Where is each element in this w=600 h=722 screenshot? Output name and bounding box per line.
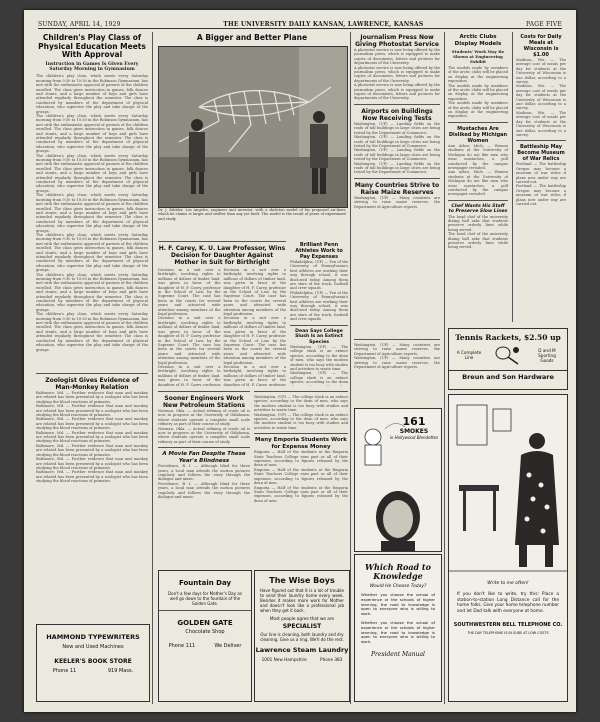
article-body: The children's play class, which meets every Saturday morning from 9:30 to 10:30 in the Robinson Gymnasium, has met with the enthusiastic approval of parents of the children enrolled. The class gives instruction in games, folk dances and stunts, and a large number of boys and girls have attended regularly throughout the semester. The class is conducted by members of the department of physical education, who supervise the play and take charge of the groups. xyxy=(36,74,148,114)
article-body: Decision in a suit over a birthright, involving rights to millions of dollars of timber land, was given in favor of the daughter of H. F. Carey, professor in the School of Law, by the Supreme Court. The case has been in the courts for several years and attracted wide attention among members of the legal profession. xyxy=(158,316,221,365)
ad-address: 919 Mass. xyxy=(107,668,134,674)
plane-photo-illustration xyxy=(159,47,347,207)
article-body: Madison, Wis. — The average cost of meals per day for students at the University of Wisconsin is one dollar, according to a survey. xyxy=(516,58,566,85)
ad-name: Lawrence Steam Laundry xyxy=(255,646,349,654)
article-arctic xyxy=(448,34,508,334)
article-body: Decision in a suit over a birthright, involving rights to millions of dollars of timber land, was given in favor of the daughter of H. F. Carey, professor xyxy=(158,364,221,386)
article-body: Washington, (UP) — Many countries are striving to raise maize reserves, the Department of Agriculture reports. xyxy=(354,356,440,370)
article-body: Baltimore, Md. — Further evidence that man and monkey are related has been presented by a zoologist who has been studying the blood reactions of primates. xyxy=(36,404,148,418)
article-body: Baltimore, Md. — Further evidence that man and monkey are related has been presented by a zoologist who has been studying the blood reactions of primates. xyxy=(36,391,148,404)
headline: Many Countries Strive to Raise Maize Reserves xyxy=(354,181,440,196)
article-body: Ann Arbor, Mich. — Women students at the University of Michigan do not like men who wear mustaches, a poll conducted by the campus newspaper revealed. xyxy=(448,143,508,170)
article-body: Baltimore, Md. — Further evidence that man and monkey are related has been presented by a zoologist who has been studying the blood reactions of primates. xyxy=(36,470,148,484)
ad-bell-telephone xyxy=(448,394,568,702)
ad-title: Tennis Rackets, $2.50 up xyxy=(455,333,561,342)
article-body: Madison, Wis. — The average cost of meals per day for students at the University of Wisconsin is one dollar, according to a survey. xyxy=(516,84,566,111)
ad-hammond-typewriters xyxy=(36,624,150,702)
article-body: Ann Arbor, Mich. — Women students at the University of Michigan do not like men who wear mustaches, a poll conducted by the campus newspaper revealed. xyxy=(448,170,508,197)
ad-phone: Phone 111 xyxy=(168,643,196,649)
ad-specialist-sub: Our line is cleaning, both laundry and dry cleaning. Give us a ring. We'll do the rest. xyxy=(260,632,344,642)
article-body: Washington, (UP) — The college slush is an extinct species, according to the dean of men, who says the modern student is too busy with studies and activities to waste time. xyxy=(254,412,348,430)
ad-phone: Phone 383 xyxy=(320,657,343,662)
ad-tennis-rackets xyxy=(448,328,568,390)
subhead: Students' Work May Be Shown at Engineering Exhibit xyxy=(451,49,505,64)
article-body: Philadelphia, (UP) — Ten of the University of Pennsylvania's best athletes are working their way through school, it was disclosed today. Among them are stars of the track, football and crew squads. xyxy=(290,290,348,322)
article-body: Madison, Wis. — The average cost of meals per day for students at the University of Wisconsin is one dollar, according to a survey. xyxy=(516,110,566,137)
subhead: Instruction in Games Is Given Every Saturday Morning in Gymnasium xyxy=(45,61,139,72)
headline: Dean Says College Slush Is an Extinct Species xyxy=(295,328,343,345)
headline: Many Emporia Students Work for Expense Money xyxy=(255,437,347,450)
article-body: Portland — The battleship Oregon may become a museum of war relics if plans now under way are carried out. xyxy=(516,162,566,184)
article-sooner xyxy=(158,388,250,566)
ad-tag: THE DAY TELEPHONE IS IN SUBS AT LOW COSTS xyxy=(467,631,549,636)
article-costs-daily xyxy=(516,34,566,324)
ad-delivery: We Deliver xyxy=(214,643,242,649)
headline: H. F. Carey, K. U. Law Professor, Wins Decision for Daughter Against Mother in Suit for Birthright xyxy=(158,245,286,266)
headline: Sooner Engineers Work New Petroleum Stations xyxy=(162,395,245,409)
masthead xyxy=(38,18,562,29)
headline: Mustaches Are Disliked by Michigan Women xyxy=(448,125,508,144)
article-body: Washington, (UP) — Landing fields on the roofs of tall buildings in large cities are being tested by the Department of Commerce. xyxy=(354,135,440,148)
headline-bigger-plane: A Bigger and Better Plane xyxy=(196,33,308,42)
article-body: Emporia — Half of the students at the Emporia State Teachers College earn part or all of their expenses, according to figures released by the dean of men. xyxy=(254,485,348,503)
article-body: The children's play class, which meets every Saturday morning from 9:30 to 10:30 in the Robinson Gymnasium, has met with the enthusiastic approval of parents of the children enrolled. The class gives instruction in games, folk dances and stunts, and a large number of boys and girls have attended regularly throughout the semester. The class is conducted by members of the department of physical education, who supervise the play and take charge of the groups. xyxy=(36,113,148,154)
article-body: The head chef of the university dining hall asks that students preserve orderly lines while being served. xyxy=(448,214,508,232)
article-body: Norman, Okla. — Actual refining of crude oil is now in progress at the University of Oklahoma, where students operate a complete small scale refinery as part of their course of study. xyxy=(158,426,250,444)
article-emporia xyxy=(254,388,348,566)
article-body: Washington, (UP) — The college slush is an extinct species, according to the dean xyxy=(290,371,348,385)
article-body: The children's play class, which meets every Saturday morning from 9:30 to 10:30 in the Robinson Gymnasium, has met with the enthusiastic approval of parents of the children enrolled. The class gives instruction in games, folk dances and stunts, and a large number of boys and girls have attended regularly throughout the semester. The class is conducted by members of the department of physical education, who supervise the play and take charge of the groups. xyxy=(36,232,148,273)
article-journalism xyxy=(354,34,440,334)
photo-plane-model xyxy=(158,46,348,208)
article-body: The children's play class, which meets every Saturday morning from 9:30 to 10:30 in the Robinson Gymnasium, has met with the enthusiastic approval of parents of the children enrolled. The class gives instruction in games, folk dances and stunts, and a large number of boys and girls have attended regularly throughout the semester. The class is conducted by members of the department of physical education, who supervise the play and take charge of the groups. xyxy=(36,193,148,233)
article-body: Providence, R. I. — Although blind for three years, a local man attends the motion pictures regularly and follows the story through the dialogue and music. xyxy=(158,481,250,500)
article-body: Baltimore, Md. — Further evidence that man and monkey are related has been presented by a zoologist who has been studying the blood reactions of primates. xyxy=(36,430,148,444)
ad-title: Which Road to Knowledge xyxy=(365,562,431,581)
article-body: Emporia — Half of the students at the Emporia State Teachers College earn part or all of their expenses, according to figures released by the dean of men. xyxy=(254,467,348,486)
ad-right: D and M Sporting Goods xyxy=(538,347,556,363)
headline: Zoologist Gives Evidence of Man-Monkey Relation xyxy=(45,377,139,391)
photo-caption: Dr. J. Ribbler, Los Angeles, engineer and inventor, with a skeleton model of his proposed air-liner, which he claims is larger and swifter than any yet built. The model is the result of years of experiment and study. xyxy=(158,208,346,221)
article-body: Decision in a suit over a birthright, involving rights to millions of dollars of timber land, was given in favor of the daughter of H. F. Carey, professor in the School of Law, by the Supreme Court. The case has been in the courts for several years and attracted wide attention among members of the legal profession. xyxy=(223,316,286,365)
article-body: Emporia — Half of the students at the Emporia State Teachers College earn part or all of their expenses, according to figures released by the dean of men. xyxy=(254,450,348,468)
newspaper-page xyxy=(24,10,576,712)
column-rule xyxy=(350,32,351,704)
masthead-date: SUNDAY, APRIL 14, 1929 xyxy=(38,21,121,28)
masthead-page: PAGE FIVE xyxy=(526,21,562,28)
ad-signature: President Manual xyxy=(371,650,425,658)
headline: Arctic Clubs Display Models xyxy=(454,34,502,47)
ad-phone: Phone 11 xyxy=(52,668,77,674)
article-body: Baltimore, Md. — Further evidence that man and monkey are related has been presented by a zoologist who has been studying the blood reactions of primates. xyxy=(36,417,148,431)
ad-brand: SMOKES xyxy=(399,428,429,435)
ad-sub: Chocolate Shop xyxy=(185,629,225,635)
ad-title: The Wise Boys xyxy=(269,576,335,585)
article-body: Portland — The battleship Oregon may become a museum of war relics if plans now under way are carried out. xyxy=(516,184,566,206)
portrait-illustration xyxy=(355,483,441,552)
ad-sub: Would He Choose Today? xyxy=(369,584,427,589)
column-rule xyxy=(444,32,445,704)
article-zoologist xyxy=(36,370,148,620)
article-body: The models made by members of the arctic clubs will be placed on display at the engineering exposition. xyxy=(448,83,508,101)
article-carey xyxy=(158,238,286,386)
article-body: Washington, (UP) — Landing fields on the roofs of tall buildings in large cities are being tested by the Department of Commerce. xyxy=(354,121,440,135)
ad-address: 1001 New Hampshire xyxy=(261,657,307,662)
article-body: Baltimore, Md. — Further evidence that man and monkey are related has been presented by a zoologist who has been studying the blood reactions of primates. xyxy=(36,443,148,457)
tennis-racket-icon xyxy=(494,345,522,365)
article-body: A photostat service is now being offered by the journalism press, which is equipped to make copies of documents, letters and pictures for departments of the University. xyxy=(354,83,440,101)
column-rule xyxy=(152,32,153,704)
ad-which-road xyxy=(354,554,442,702)
masthead-paper: THE UNIVERSITY DAILY KANSAN, LAWRENCE, KANSAS xyxy=(223,21,424,28)
article-childrens-play xyxy=(36,34,148,364)
headline: Battleship May Become Museum of War Relics xyxy=(517,144,565,163)
ad-store: Breun and Son Hardware xyxy=(449,370,567,381)
ad-body: Don't a few days for Mother's Day as well go down to the fountain of the Golden Gate. xyxy=(168,591,242,606)
article-body: Washington, (UP) — The college slush is an extinct species, according to the dean of men, who says the modern student is too busy with studies and activities to waste time. xyxy=(290,344,348,371)
ad-name: GOLDEN GATE xyxy=(177,619,233,627)
article-body: A photostat service is now being offered by the journalism press, which is equipped to make copies of documents, letters and pictures for departments of the University. xyxy=(354,65,440,83)
article-body: Decision in a suit over a birthright, involving rights to millions of dollars of timber land, was given in favor of the daughter of H. F. Carey, professor in the School of Law, by the Supreme Court. The case has been in the courts for several years and attracted wide attention among members of the legal profession. xyxy=(223,268,286,317)
article-body: Washington, (UP) — Landing fields on the roofs of tall buildings in large cities are being tested by the Department of Commerce. xyxy=(354,148,440,162)
ad-sub: New and Used Machines xyxy=(62,644,124,650)
article-body: Philadelphia, (UP) — Ten of the University of Pennsylvania's best athletes are working their way through school, it was disclosed today. Among them are stars of the track, football and crew squads. xyxy=(290,260,348,291)
headline: Children's Play Class of Physical Education Meets With Approval xyxy=(38,34,146,59)
article-body: The models made by members of the arctic clubs will be placed on display at the engineering exposition. xyxy=(448,101,508,119)
ad-golden-gate xyxy=(158,570,252,702)
ad-body: Have figured out that it is a lot of trouble to send their laundry home every week. Besides it makes more work for Mother and doesn't look like a professional job when they get it back. xyxy=(260,588,344,613)
article-body: The head chef of the university dining hall asks that students preserve orderly lines while being served. xyxy=(448,232,508,250)
article-body: Decision in a suit over a birthright, involving rights to millions of dollars of timber land, was given in favor of the daughter of H. F. Carey, professor xyxy=(223,364,286,386)
article-brilliant-penn xyxy=(290,242,348,386)
article-body: The children's play class, which meets every Saturday morning from 9:30 to 10:30 in the Robinson Gymnasium, has met with the enthusiastic approval of parents of the children enrolled. The class gives instruction in games, folk dances and stunts, and a large number of boys and girls have attended regularly throughout the semester. The class is conducted by members of the department of physical education, who supervise the play and take charge of the groups. xyxy=(36,272,148,312)
ad-specialist: SPECIALIST xyxy=(282,623,322,630)
ad-body: Whether you choose the school of experience or the schools of higher learning, the road to knowledge is open to everyone who is willing to work. xyxy=(361,592,435,617)
article-body: Baltimore, Md. — Further evidence that man and monkey are related has been presented by a zoologist who has been studying the blood reactions of primates. xyxy=(36,457,148,470)
article-body: Decision in a suit over a birthright, involving rights to millions of dollars of timber land, was given in favor of the daughter of H. F. Carey, professor in the School of Law, by the Supreme Court. The case has been in the courts for several years and attracted wide attention among members of the legal profession. xyxy=(158,268,221,317)
column-rule xyxy=(512,32,513,322)
article-body: Washington, (UP) — Landing fields on the roofs of tall buildings in large cities are being tested by the Department of Commerce. xyxy=(354,161,440,175)
headline: Airports on Buildings Now Receiving Tests xyxy=(361,107,433,122)
article-body: Washington, (UP) — The college slush is an extinct species, according to the dean of men, who says the modern student is too busy with studies and activities to waste time. xyxy=(254,395,348,413)
headline: A Movie Fan Despite These Year's Blindness xyxy=(162,451,246,464)
ad-footer: SOUTHWESTERN BELL TELEPHONE CO. xyxy=(453,622,563,629)
ad-sub: in Hollywood Blendettes xyxy=(389,435,439,440)
article-body: Norman, Okla. — Actual refining of crude oil is now in progress at the University of Oklahoma, where students operate a complete small scale refinery as part of their course of study. xyxy=(158,409,250,427)
article-body: The children's play class, which meets every Saturday morning from 9:30 to 10:30 in the Robinson Gymnasium, has met with the enthusiastic approval of parents of the children enrolled. The class gives instruction in games, folk dances and stunts, and a large number of boys and girls have attended regularly throughout the semester. The class is conducted by members of the department of physical education, who supervise the play and take charge of the groups. xyxy=(36,312,148,352)
ad-store: KEELER'S BOOK STORE xyxy=(54,658,132,665)
headline: Chef Wants His Staff to Preserve Slow Lines xyxy=(448,203,508,215)
ad-body: Whether you choose the school of experience or the schools of higher learning, the road to knowledge is open to everyone who is willing to work. xyxy=(361,619,435,645)
ad-title: HAMMOND TYPEWRITERS xyxy=(46,633,140,641)
ad-body: If you don't like to write, try this: Place a station-to-station Long Distance call for the home folks. Give your home telephone number and let Dad talk with everyone at home. xyxy=(457,592,559,614)
article-body: Providence, R. I. — Although blind for three years, a local man attends the motion pictures regularly and follows the story through the dialogue and music. xyxy=(158,464,250,482)
ad-wise-boys xyxy=(254,570,350,702)
article-body: The children's play class, which meets every Saturday morning from 9:30 to 10:30 in the Robinson Gymnasium, has met with the enthusiastic approval of parents of the children enrolled. The class gives instruction in games, folk dances and stunts, and a large number of boys and girls have attended regularly throughout the semester. The class is conducted by members of the department of physical education, who supervise the play and take charge of the groups. xyxy=(36,153,148,193)
article-body: Washington, (UP) — Many countries are striving to raise maize reserves, the Department of Agriculture reports. xyxy=(354,343,440,356)
telephone-scene-illustration xyxy=(449,395,567,585)
ad-left: A Complete Line xyxy=(456,350,482,360)
article-body: The models made by members of the arctic clubs will be placed on display at the engineering exposition. xyxy=(448,66,508,84)
ad-title: Fountain Day xyxy=(178,579,232,587)
ad-tag: Most people agree that we are xyxy=(269,616,335,621)
headline: Journalism Press Now Giving Photostat Service xyxy=(355,34,439,48)
ad-smokes xyxy=(354,408,442,552)
headline: Costs for Daily Meals at Wisconsin is $1.00 xyxy=(520,34,562,58)
article-body: A photostat service is now being offered by the journalism press, which is equipped to make copies of documents, letters and pictures for departments of the University. xyxy=(354,48,440,66)
article-body: Washington, (UP) — Many countries are striving to raise maize reserves, the Department of Agriculture reports. xyxy=(354,195,440,209)
ad-bubble: Write to me often! xyxy=(487,581,529,586)
ad-count: 161 xyxy=(402,415,426,428)
headline: Brilliant Penn Athletes Work to Pay Expenses xyxy=(295,242,343,260)
article-radiant-light xyxy=(354,336,440,406)
